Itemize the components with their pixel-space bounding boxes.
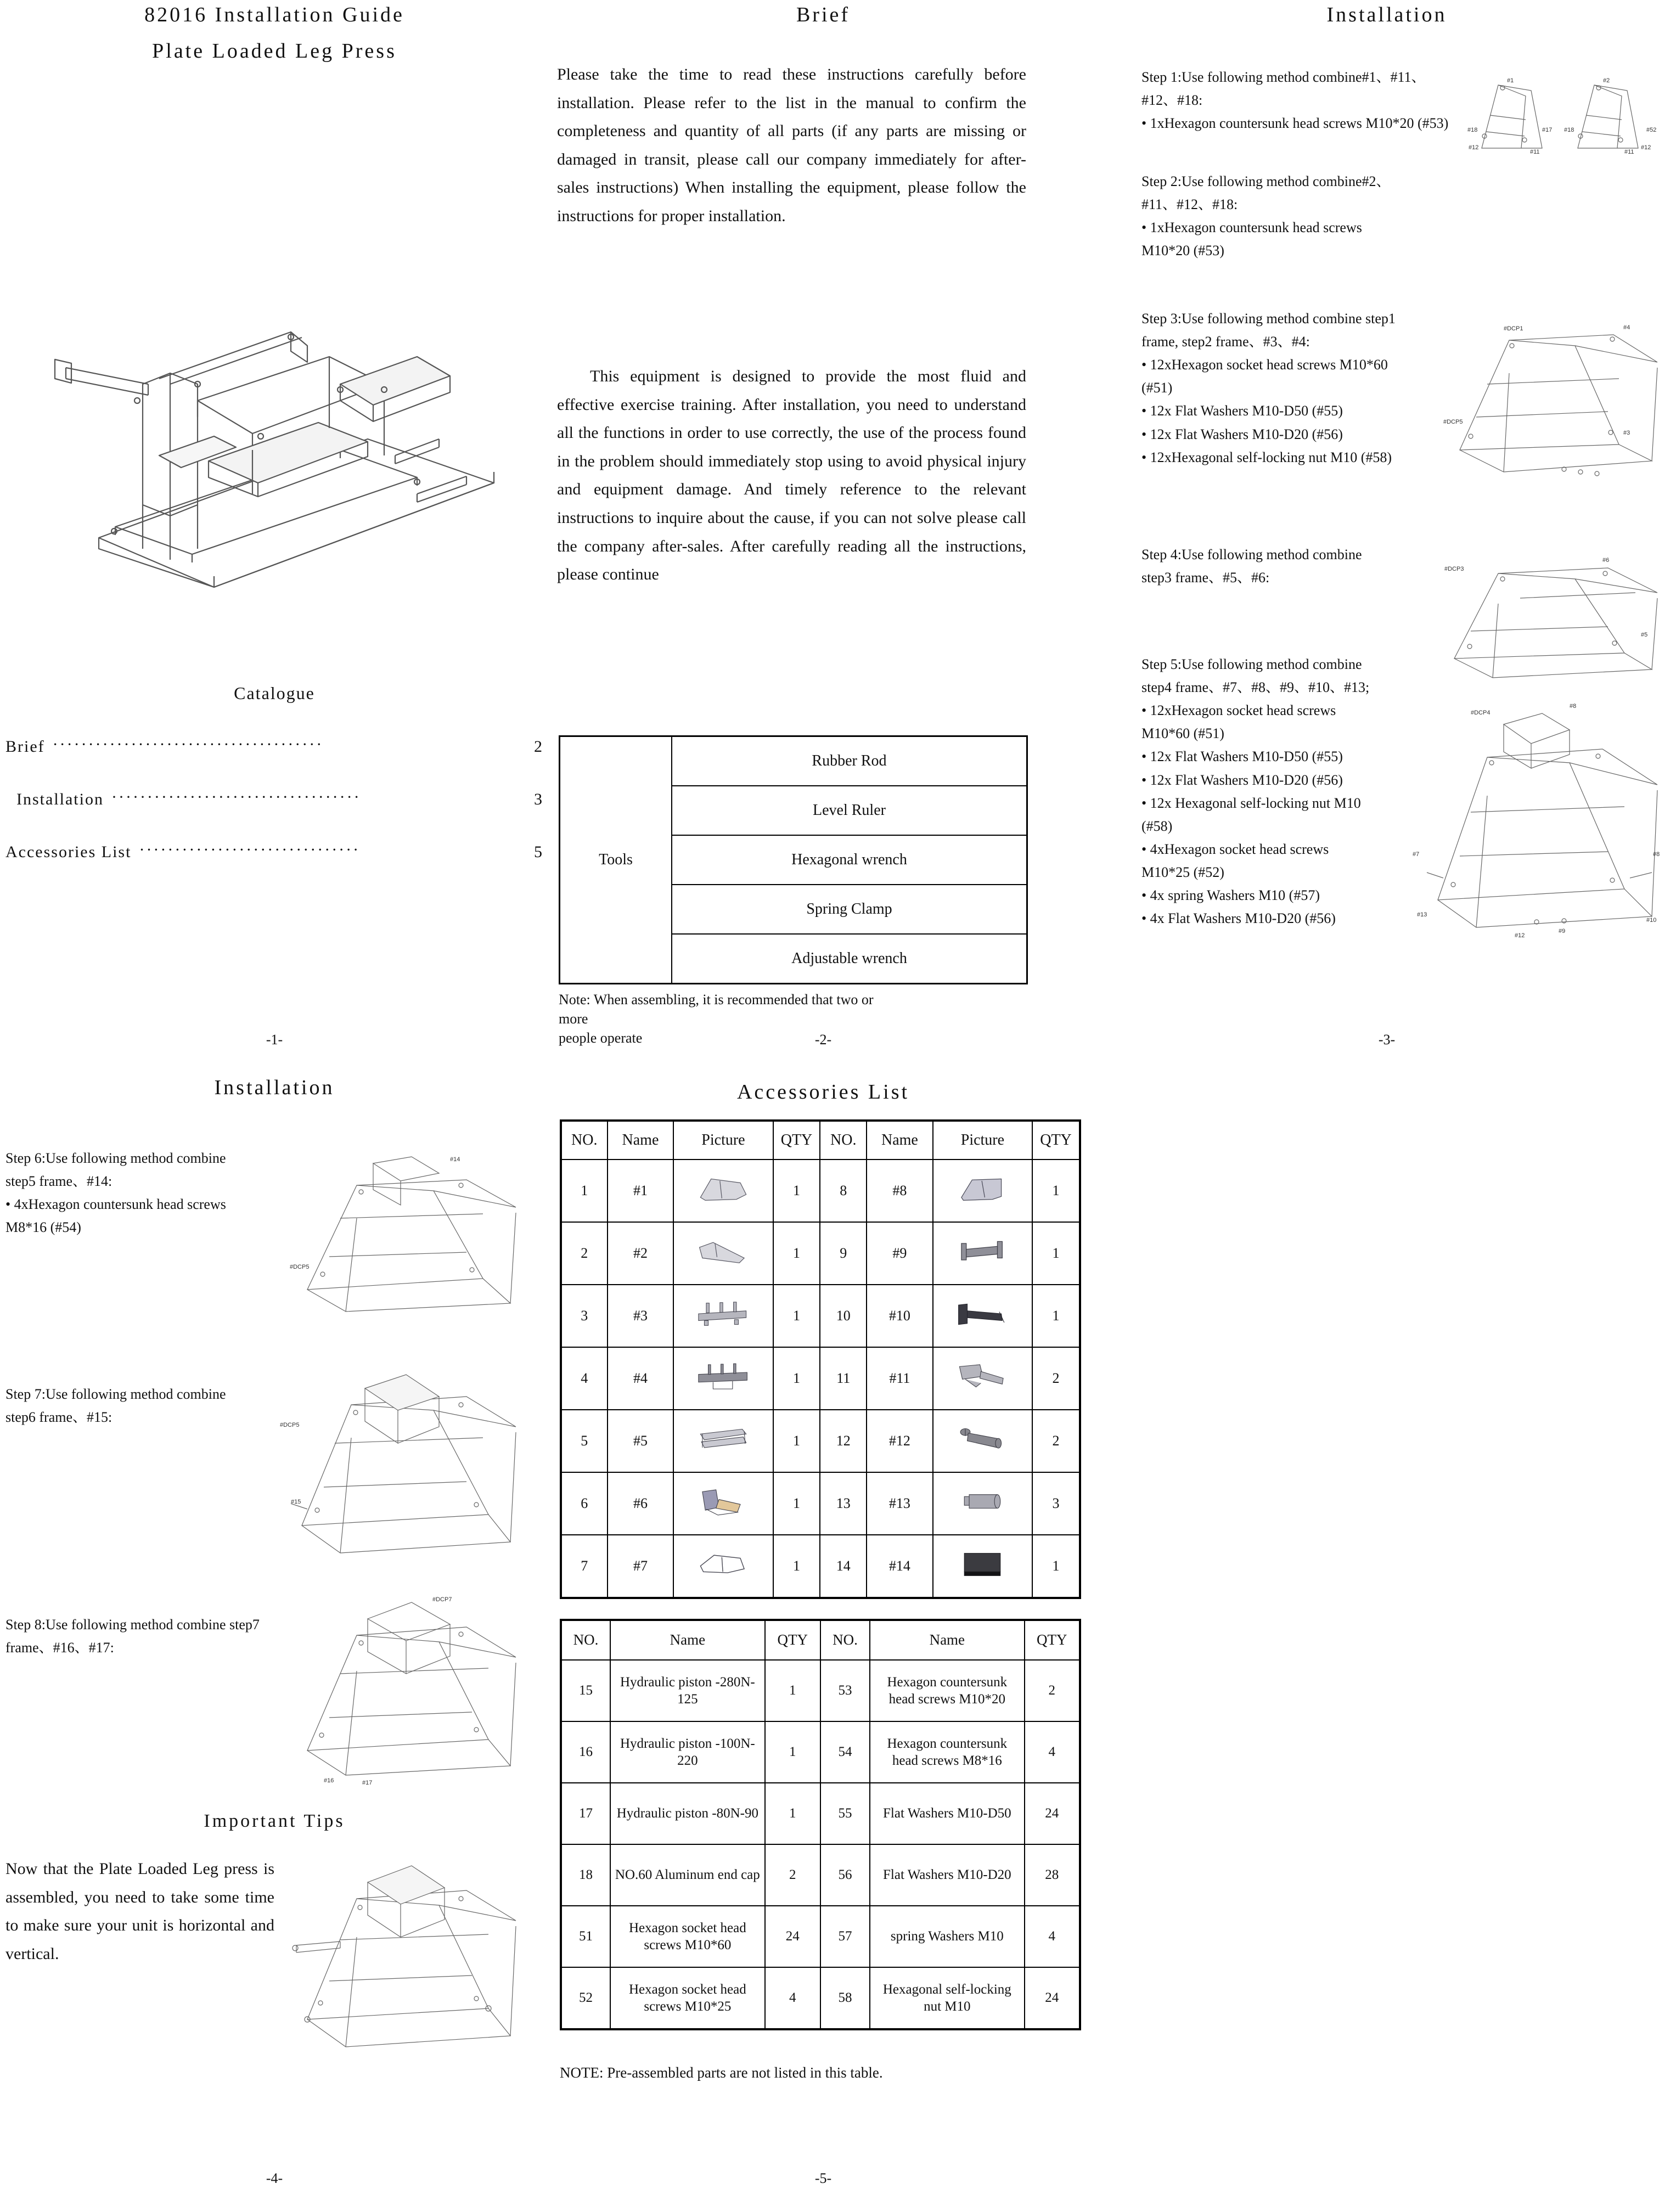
cell-name: #2	[608, 1222, 674, 1285]
cell-name: Flat Washers M10-D50	[870, 1783, 1025, 1844]
cell-name: Hexagon socket head screws M10*60	[610, 1906, 765, 1967]
table-row	[561, 1906, 1080, 1967]
column-header-qty-right: QTY	[1025, 1620, 1080, 1660]
step-3-bullet-4: • 12xHexagonal self-locking nut M10 (#58)	[1141, 449, 1392, 465]
step-3-title: Step 3:Use following method combine step1 frame, step2 frame、#3、#4:	[1141, 311, 1396, 350]
page-title	[0, 3, 549, 63]
product-illustration	[33, 219, 516, 648]
table-row	[560, 736, 1027, 786]
cell-name: #3	[608, 1285, 674, 1347]
table-row	[561, 1222, 1080, 1285]
step-1-2-diagram	[1460, 66, 1668, 159]
step-8-diagram	[285, 1591, 521, 1789]
catalogue-entry-label: Accessories List	[5, 843, 132, 861]
svg-text:#2: #2	[1603, 77, 1610, 84]
svg-text:#DCP5: #DCP5	[280, 1422, 300, 1428]
tool-name-cell: Rubber Rod	[672, 736, 1027, 786]
cell-name: #6	[608, 1472, 674, 1535]
column-header-no-left: NO.	[561, 1121, 608, 1160]
tool-name-cell: Spring Clamp	[672, 885, 1027, 934]
cell-picture	[933, 1410, 1032, 1472]
column-header-qty-right: QTY	[1032, 1121, 1080, 1160]
step-4-diagram	[1438, 549, 1668, 686]
cell-name: #10	[867, 1285, 933, 1347]
step-5-bullet-7: • 4x Flat Washers M10-D20 (#56)	[1141, 910, 1336, 927]
cell-qty: 1	[773, 1160, 820, 1222]
svg-text:#3: #3	[1623, 430, 1630, 436]
cell-picture	[673, 1347, 773, 1410]
cell-name: Hydraulic piston -280N-125	[610, 1660, 765, 1721]
cell-qty: 1	[773, 1535, 820, 1598]
cell-qty: 1	[773, 1410, 820, 1472]
step-5-title: Step 5:Use following method combine step4 frame、#7、#8、#9、#10、#13;	[1141, 656, 1370, 696]
step-4-block	[1141, 543, 1383, 589]
svg-text:#DCP1: #DCP1	[1504, 325, 1523, 332]
step-3-bullet-1: • 12xHexagon socket head screws M10*60 (#51)	[1141, 357, 1388, 396]
svg-text:#11: #11	[1624, 149, 1634, 155]
svg-text:#1: #1	[1507, 77, 1514, 84]
cell-qty: 24	[1025, 1783, 1080, 1844]
table-row	[561, 1721, 1080, 1783]
final-assembly-diagram	[274, 1838, 521, 2069]
cell-picture	[673, 1472, 773, 1535]
page-3	[1098, 0, 1676, 1070]
accessories-note: NOTE: Pre-assembled parts are not listed in this table.	[560, 2064, 883, 2081]
catalogue-leader-dots: ······································	[52, 736, 324, 753]
cell-no: 52	[561, 1967, 610, 2029]
step-4-title: Step 4:Use following method combine step3 frame、#5、#6:	[1141, 547, 1362, 586]
cell-picture	[933, 1222, 1032, 1285]
catalogue-entry-page: 3	[534, 790, 543, 808]
cell-no: 16	[561, 1721, 610, 1783]
step-3-bullet-3: • 12x Flat Washers M10-D20 (#56)	[1141, 426, 1343, 442]
column-header-no-left: NO.	[561, 1620, 610, 1660]
table-row	[561, 1967, 1080, 2029]
cell-name: #11	[867, 1347, 933, 1410]
svg-text:#6: #6	[1602, 557, 1610, 564]
svg-text:#DCP4: #DCP4	[1471, 710, 1491, 716]
svg-text:#5: #5	[1641, 632, 1648, 638]
cell-no: 11	[820, 1347, 867, 1410]
cell-qty: 1	[1032, 1160, 1080, 1222]
tool-name-cell: Level Ruler	[672, 786, 1027, 835]
column-header-name-right: Name	[867, 1121, 933, 1160]
cell-qty: 1	[1032, 1285, 1080, 1347]
important-tips-heading: Important Tips	[204, 1811, 345, 1831]
svg-text:#10: #10	[1646, 917, 1657, 924]
cell-qty: 2	[1025, 1660, 1080, 1721]
cell-qty: 3	[1032, 1472, 1080, 1535]
step-6-bullet-1: • 4xHexagon countersunk head screws M8*16 (#54)	[5, 1196, 226, 1236]
cell-name: #5	[608, 1410, 674, 1472]
cell-picture	[673, 1535, 773, 1598]
brief-heading: Brief	[796, 3, 851, 26]
catalogue-leader-dots: ·······························	[139, 842, 361, 858]
cell-name: spring Washers M10	[870, 1906, 1025, 1967]
cell-qty: 1	[773, 1222, 820, 1285]
brief-paragraph-2	[557, 362, 1026, 589]
svg-text:#16: #16	[324, 1777, 334, 1784]
svg-text:#12: #12	[1469, 144, 1479, 151]
svg-text:#14: #14	[450, 1156, 460, 1163]
step-5-bullet-6: • 4x spring Washers M10 (#57)	[1141, 887, 1320, 904]
cell-no: 6	[561, 1472, 608, 1535]
step-3-bullet-2: • 12x Flat Washers M10-D50 (#55)	[1141, 403, 1343, 419]
step-5-bullet-3: • 12x Flat Washers M10-D20 (#56)	[1141, 772, 1343, 788]
accessories-table-2	[560, 1619, 1081, 2030]
installation-heading-page4: Installation	[214, 1076, 335, 1099]
cell-name: #9	[867, 1222, 933, 1285]
tool-name-cell: Hexagonal wrench	[672, 835, 1027, 885]
catalogue-leader-dots: ···································	[111, 789, 361, 806]
svg-text:#12: #12	[1515, 932, 1525, 939]
tools-label-cell: Tools	[560, 736, 672, 984]
cell-qty: 1	[1032, 1222, 1080, 1285]
cell-no: 1	[561, 1160, 608, 1222]
svg-text:#DCP3: #DCP3	[1444, 566, 1464, 572]
step-5-diagram	[1405, 691, 1668, 944]
cell-no: 57	[820, 1906, 870, 1967]
table-header-row	[561, 1620, 1080, 1660]
cell-no: 14	[820, 1535, 867, 1598]
cell-picture	[673, 1410, 773, 1472]
catalogue-entry-brief[interactable]	[0, 736, 549, 756]
svg-text:#8: #8	[1570, 703, 1577, 710]
cell-no: 7	[561, 1535, 608, 1598]
cell-qty: 1	[1032, 1535, 1080, 1598]
cell-qty: 24	[1025, 1967, 1080, 2029]
catalogue-entry-label: Installation	[16, 790, 104, 808]
svg-text:#52: #52	[1646, 127, 1657, 133]
svg-text:#18: #18	[1467, 127, 1478, 133]
table-row	[561, 1660, 1080, 1721]
svg-text:#9: #9	[1559, 928, 1566, 935]
cell-no: 5	[561, 1410, 608, 1472]
svg-text:#18: #18	[1564, 127, 1574, 133]
svg-text:#11: #11	[1530, 149, 1540, 155]
svg-text:#4: #4	[1623, 324, 1630, 331]
tools-note-line-3: people operate	[559, 1030, 643, 1046]
cell-name: Hexagonal self-locking nut M10	[870, 1967, 1025, 2029]
step-2-block	[1141, 170, 1394, 262]
step-3-diagram	[1438, 307, 1668, 488]
table-header-row	[561, 1121, 1080, 1160]
svg-text:#DCP5: #DCP5	[290, 1264, 310, 1270]
cell-picture	[673, 1285, 773, 1347]
table-row	[561, 1347, 1080, 1410]
cell-name: #8	[867, 1160, 933, 1222]
table-row	[561, 1160, 1080, 1222]
catalogue-entry-installation[interactable]	[0, 789, 549, 809]
page-4	[0, 1070, 549, 2212]
cell-qty: 1	[765, 1783, 820, 1844]
step-1-block	[1141, 66, 1460, 135]
cell-no: 17	[561, 1783, 610, 1844]
tools-note-line-1: Note: When assembling, it is recommended that two or	[559, 992, 874, 1007]
title-line-1: 82016 Installation Guide	[144, 3, 404, 26]
cell-name: Hexagon countersunk head screws M10*20	[870, 1660, 1025, 1721]
cell-qty: 1	[773, 1285, 820, 1347]
cell-name: #7	[608, 1535, 674, 1598]
table-row	[561, 1783, 1080, 1844]
cell-qty: 1	[773, 1472, 820, 1535]
svg-text:#7: #7	[1413, 851, 1420, 858]
table-row	[561, 1844, 1080, 1906]
step-1-bullet-1: • 1xHexagon countersunk head screws M10*20 (#53)	[1141, 115, 1449, 132]
accessories-list-heading: Accessories List	[736, 1080, 910, 1104]
table-row	[561, 1410, 1080, 1472]
cell-no: 56	[820, 1844, 870, 1906]
catalogue-entry-label: Brief	[5, 738, 45, 756]
svg-text:#DCP7: #DCP7	[432, 1596, 452, 1603]
cell-name: Flat Washers M10-D20	[870, 1844, 1025, 1906]
page-footer-3: -3-	[1378, 1032, 1396, 1048]
installation-heading-page3: Installation	[1326, 3, 1447, 26]
cell-no: 18	[561, 1844, 610, 1906]
step-2-bullet-1: • 1xHexagon countersunk head screws M10*20 (#53)	[1141, 219, 1362, 259]
cell-qty: 2	[1032, 1347, 1080, 1410]
column-header-qty-left: QTY	[765, 1620, 820, 1660]
cell-picture	[933, 1285, 1032, 1347]
accessories-table-2-wrap	[560, 1619, 1081, 2081]
page-1	[0, 0, 549, 1070]
step-8-title: Step 8:Use following method combine step7 frame、#16、#17:	[5, 1617, 260, 1656]
catalogue-entry-page: 2	[534, 738, 543, 756]
cell-picture	[933, 1347, 1032, 1410]
cell-name: #14	[867, 1535, 933, 1598]
column-header-name-left: Name	[608, 1121, 674, 1160]
cell-qty: 4	[1025, 1721, 1080, 1783]
page-footer-5: -5-	[814, 2170, 832, 2186]
cell-name: Hydraulic piston -80N-90	[610, 1783, 765, 1844]
cell-picture	[673, 1160, 773, 1222]
cell-no: 58	[820, 1967, 870, 2029]
catalogue-title: Catalogue	[234, 683, 315, 703]
cell-no: 8	[820, 1160, 867, 1222]
brief-paragraph-1-text: Please take the time to read these instructions carefully before installation. Please refer to the list in the manual to confirm the completeness and quantity of all parts (if any parts are missing or damaged in transit, please call our company immediately for after-sales instructions) When installing the equipment, please follow the instructions for proper installation.	[557, 65, 1026, 225]
cell-qty: 1	[773, 1347, 820, 1410]
cell-name: NO.60 Aluminum end cap	[610, 1844, 765, 1906]
page-footer-2: -2-	[814, 1032, 832, 1048]
step-1-title: Step 1:Use following method combine#1、#11、#12、#18:	[1141, 69, 1426, 109]
step-6-diagram	[285, 1147, 521, 1328]
page-footer-1: -1-	[266, 1032, 283, 1048]
table-row	[561, 1535, 1080, 1598]
step-5-bullet-5: • 4xHexagon socket head screws M10*25 (#52)	[1141, 841, 1329, 880]
cell-picture	[673, 1222, 773, 1285]
cell-qty: 1	[765, 1660, 820, 1721]
cell-no: 55	[820, 1783, 870, 1844]
cell-qty: 4	[1025, 1906, 1080, 1967]
cell-name: Hydraulic piston -100N-220	[610, 1721, 765, 1783]
cell-picture	[933, 1160, 1032, 1222]
step-8-block	[5, 1613, 291, 1659]
cell-name: #1	[608, 1160, 674, 1222]
column-header-name-right: Name	[870, 1620, 1025, 1660]
svg-text:#13: #13	[1417, 911, 1427, 918]
accessories-table-1-wrap	[560, 1119, 1081, 1599]
step-7-diagram	[274, 1344, 521, 1575]
tools-note-line-2: more	[559, 1011, 588, 1027]
catalogue-entry-accessories-list[interactable]	[0, 842, 549, 862]
cell-picture	[933, 1535, 1032, 1598]
cell-qty: 2	[765, 1844, 820, 1906]
cell-no: 4	[561, 1347, 608, 1410]
cell-picture	[933, 1472, 1032, 1535]
step-5-bullet-2: • 12x Flat Washers M10-D50 (#55)	[1141, 748, 1343, 765]
cell-no: 54	[820, 1721, 870, 1783]
cell-qty: 24	[765, 1906, 820, 1967]
cell-no: 2	[561, 1222, 608, 1285]
step-5-bullet-1: • 12xHexagon socket head screws M10*60 (#51)	[1141, 702, 1336, 742]
cell-no: 3	[561, 1285, 608, 1347]
cell-no: 12	[820, 1410, 867, 1472]
page-2	[549, 0, 1098, 1070]
svg-text:#12: #12	[1641, 144, 1651, 151]
step-5-bullet-4: • 12x Hexagonal self-locking nut M10 (#58)	[1141, 795, 1361, 834]
cell-no: 13	[820, 1472, 867, 1535]
table-row	[561, 1285, 1080, 1347]
svg-text:#8: #8	[1653, 851, 1660, 858]
step-6-block	[5, 1147, 258, 1239]
tools-table-wrap	[559, 735, 1028, 1048]
brief-paragraph-2-text: This equipment is designed to provide the most fluid and effective exercise training. After installation, you need to understand all the functions in order to use correctly, the use of the process found in the problem should immediately stop using to avoid physical injury and equipment damage. And timely reference to the relevant instructions to inquire about the cause, if you can not solve please call the company after-sales. After carefully reading all the instructions, please continue	[557, 367, 1026, 584]
cell-no: 53	[820, 1660, 870, 1721]
cell-qty: 2	[1032, 1410, 1080, 1472]
step-7-block	[5, 1383, 258, 1429]
cell-no: 51	[561, 1906, 610, 1967]
svg-text:#17: #17	[362, 1780, 373, 1786]
tool-name-cell: Adjustable wrench	[672, 934, 1027, 984]
step-2-title: Step 2:Use following method combine#2、#11、#12、#18:	[1141, 173, 1391, 213]
cell-name: #12	[867, 1410, 933, 1472]
svg-text:#15: #15	[291, 1499, 301, 1505]
cell-name: #13	[867, 1472, 933, 1535]
important-tips-text: Now that the Plate Loaded Leg press is assembled, you need to take some time to make sure your unit is horizontal and vertical.	[5, 1860, 274, 1963]
catalogue	[0, 683, 549, 862]
catalogue-entry-page: 5	[534, 843, 543, 861]
step-6-title: Step 6:Use following method combine step5 frame、#14:	[5, 1150, 226, 1190]
page-5	[549, 1070, 1098, 2212]
cell-qty: 28	[1025, 1844, 1080, 1906]
accessories-table-1	[560, 1119, 1081, 1599]
column-header-no-right: NO.	[820, 1620, 870, 1660]
cell-name: Hexagon countersunk head screws M8*16	[870, 1721, 1025, 1783]
column-header-no-right: NO.	[820, 1121, 867, 1160]
cell-name: #4	[608, 1347, 674, 1410]
table-row	[561, 1472, 1080, 1535]
step-7-title: Step 7:Use following method combine step6 frame、#15:	[5, 1386, 226, 1426]
brief-paragraph-1	[557, 60, 1026, 230]
cell-qty: 1	[765, 1721, 820, 1783]
cell-no: 10	[820, 1285, 867, 1347]
column-header-qty-left: QTY	[773, 1121, 820, 1160]
title-line-2: Plate Loaded Leg Press	[152, 40, 397, 63]
svg-text:#DCP5: #DCP5	[1443, 419, 1463, 425]
column-header-picture-right: Picture	[933, 1121, 1032, 1160]
column-header-picture-left: Picture	[673, 1121, 773, 1160]
page-footer-4: -4-	[266, 2170, 283, 2186]
svg-text:#17: #17	[1542, 127, 1553, 133]
cell-no: 15	[561, 1660, 610, 1721]
cell-name: Hexagon socket head screws M10*25	[610, 1967, 765, 2029]
step-3-block	[1141, 307, 1416, 469]
cell-qty: 4	[765, 1967, 820, 2029]
column-header-name-left: Name	[610, 1620, 765, 1660]
step-5-block	[1141, 653, 1372, 930]
tools-table	[559, 735, 1028, 984]
cell-no: 9	[820, 1222, 867, 1285]
important-tips-body	[5, 1855, 274, 1968]
